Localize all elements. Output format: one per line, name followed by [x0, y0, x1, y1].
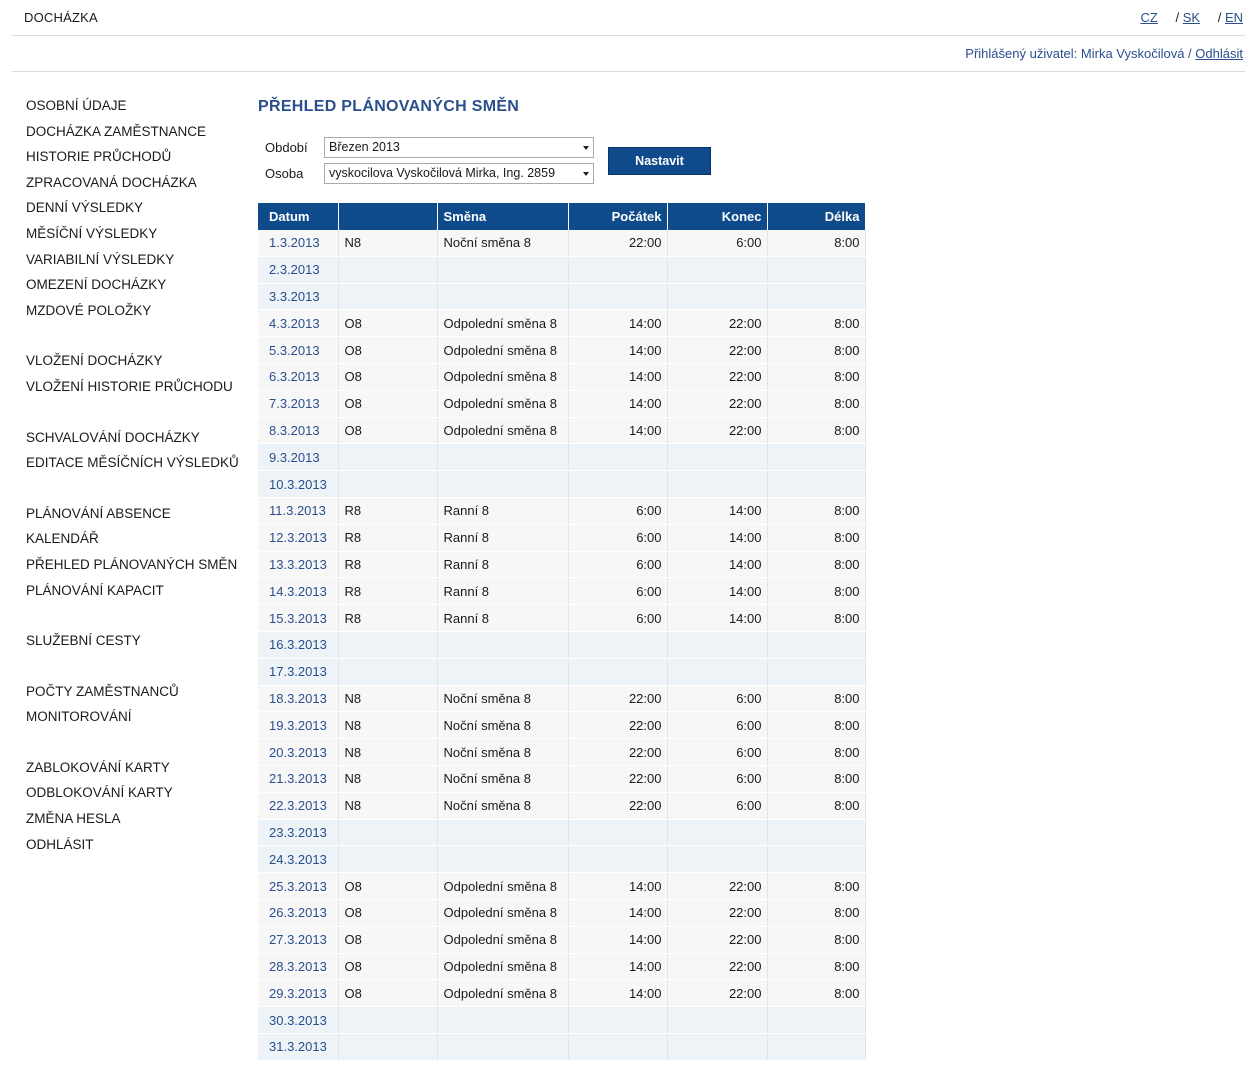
- table-row: [258, 337, 865, 364]
- cell-start: [568, 471, 667, 498]
- cell-shift-name: Noční směna 8: [437, 712, 568, 739]
- table-row: [258, 739, 865, 766]
- table-row: [258, 605, 865, 632]
- sidebar-group: [26, 504, 241, 606]
- lang-en-link[interactable]: EN: [1224, 10, 1243, 25]
- cell-length: 8:00: [767, 310, 865, 337]
- cell-shift-name: Odpolední směna 8: [437, 337, 568, 364]
- cell-code: N8: [338, 230, 437, 256]
- logout-link[interactable]: Odhlásit: [1195, 46, 1243, 61]
- cell-start: 6:00: [568, 578, 667, 605]
- cell-shift-name: Odpolední směna 8: [437, 980, 568, 1007]
- logged-user-info: [965, 46, 1243, 61]
- cell-length: [767, 444, 865, 471]
- cell-date[interactable]: 24.3.2013: [258, 846, 338, 873]
- column-header-length[interactable]: Délka: [767, 203, 865, 230]
- cell-code: [338, 631, 437, 658]
- sidebar-item[interactable]: OMEZENÍ DOCHÁZKY: [26, 277, 167, 293]
- cell-code: O8: [338, 310, 437, 337]
- sidebar-group: [26, 351, 241, 402]
- cell-end: 14:00: [667, 551, 767, 578]
- sidebar-item[interactable]: SCHVALOVÁNÍ DOCHÁZKY: [26, 429, 200, 445]
- table-row: [258, 1007, 865, 1034]
- sidebar-item[interactable]: DOCHÁZKA ZAMĚSTNANCE: [26, 123, 207, 139]
- table-row: [258, 899, 865, 926]
- cell-length: 8:00: [767, 899, 865, 926]
- cell-date[interactable]: 4.3.2013: [258, 310, 338, 337]
- cell-length: 8:00: [767, 739, 865, 766]
- table-row: [258, 1033, 865, 1060]
- cell-date[interactable]: 25.3.2013: [258, 873, 338, 900]
- cell-shift-name: [437, 283, 568, 310]
- cell-start: [568, 1007, 667, 1034]
- cell-end: 6:00: [667, 685, 767, 712]
- table-row: [258, 685, 865, 712]
- cell-length: 8:00: [767, 873, 865, 900]
- period-label: Období: [265, 140, 308, 155]
- person-row: [265, 163, 605, 185]
- sidebar-item[interactable]: MONITOROVÁNÍ: [26, 709, 132, 725]
- cell-end: [667, 819, 767, 846]
- cell-length: [767, 283, 865, 310]
- cell-end: 22:00: [667, 873, 767, 900]
- cell-length: [767, 471, 865, 498]
- cell-code: [338, 256, 437, 283]
- cell-date[interactable]: 3.3.2013: [258, 283, 338, 310]
- table-row: [258, 846, 865, 873]
- cell-shift-name: Odpolední směna 8: [437, 899, 568, 926]
- cell-end: [667, 283, 767, 310]
- cell-end: 22:00: [667, 337, 767, 364]
- cell-code: [338, 846, 437, 873]
- cell-end: 6:00: [667, 712, 767, 739]
- sidebar-item[interactable]: ZMĚNA HESLA: [26, 811, 121, 827]
- cell-date[interactable]: 6.3.2013: [258, 363, 338, 390]
- sidebar-item[interactable]: HISTORIE PRŮCHODŮ: [26, 149, 172, 165]
- table-row: [258, 230, 865, 256]
- cell-date[interactable]: 12.3.2013: [258, 524, 338, 551]
- cell-start: [568, 444, 667, 471]
- cell-code: O8: [338, 337, 437, 364]
- cell-end: 6:00: [667, 765, 767, 792]
- table-header-row: [258, 203, 865, 230]
- cell-date[interactable]: 16.3.2013: [258, 631, 338, 658]
- cell-code: N8: [338, 792, 437, 819]
- cell-date[interactable]: 14.3.2013: [258, 578, 338, 605]
- cell-shift-name: [437, 846, 568, 873]
- cell-code: R8: [338, 551, 437, 578]
- cell-shift-name: [437, 444, 568, 471]
- cell-end: 22:00: [667, 310, 767, 337]
- cell-start: 14:00: [568, 417, 667, 444]
- cell-shift-name: Ranní 8: [437, 524, 568, 551]
- cell-end: 14:00: [667, 497, 767, 524]
- table-row: [258, 390, 865, 417]
- cell-date[interactable]: 11.3.2013: [258, 497, 338, 524]
- cell-end: 6:00: [667, 792, 767, 819]
- cell-start: [568, 846, 667, 873]
- cell-code: R8: [338, 578, 437, 605]
- cell-shift-name: [437, 1033, 568, 1060]
- cell-code: O8: [338, 390, 437, 417]
- cell-shift-name: Ranní 8: [437, 605, 568, 632]
- cell-start: [568, 819, 667, 846]
- cell-date[interactable]: 18.3.2013: [258, 685, 338, 712]
- cell-date[interactable]: 28.3.2013: [258, 953, 338, 980]
- cell-shift-name: [437, 658, 568, 685]
- cell-end: 6:00: [667, 739, 767, 766]
- cell-shift-name: [437, 256, 568, 283]
- cell-shift-name: Odpolední směna 8: [437, 926, 568, 953]
- table-row: [258, 551, 865, 578]
- cell-date[interactable]: 29.3.2013: [258, 980, 338, 1007]
- column-header-end[interactable]: Konec: [667, 203, 767, 230]
- cell-date[interactable]: 17.3.2013: [258, 658, 338, 685]
- cell-length: 8:00: [767, 417, 865, 444]
- sidebar-item[interactable]: MZDOVÉ POLOŽKY: [26, 302, 152, 318]
- sidebar-item[interactable]: ZABLOKOVÁNÍ KARTY: [26, 759, 170, 775]
- cell-date[interactable]: 31.3.2013: [258, 1033, 338, 1060]
- cell-shift-name: Odpolední směna 8: [437, 390, 568, 417]
- cell-shift-name: [437, 819, 568, 846]
- cell-start: 14:00: [568, 926, 667, 953]
- cell-start: 14:00: [568, 899, 667, 926]
- cell-start: 6:00: [568, 605, 667, 632]
- cell-end: [667, 444, 767, 471]
- cell-length: [767, 846, 865, 873]
- cell-shift-name: Odpolední směna 8: [437, 363, 568, 390]
- table-row: [258, 310, 865, 337]
- cell-start: [568, 256, 667, 283]
- sidebar-item[interactable]: PLÁNOVÁNÍ KAPACIT: [26, 582, 164, 598]
- table-row: [258, 283, 865, 310]
- dropdown-arrow-icon: [583, 172, 589, 176]
- cell-code: O8: [338, 417, 437, 444]
- period-row: [265, 137, 605, 159]
- cell-length: 8:00: [767, 551, 865, 578]
- cell-code: O8: [338, 926, 437, 953]
- cell-end: 22:00: [667, 953, 767, 980]
- page-title: PŘEHLED PLÁNOVANÝCH SMĚN: [258, 98, 520, 115]
- cell-end: 14:00: [667, 578, 767, 605]
- cell-end: 6:00: [667, 230, 767, 256]
- cell-shift-name: Odpolední směna 8: [437, 873, 568, 900]
- cell-start: 14:00: [568, 310, 667, 337]
- cell-shift-name: Noční směna 8: [437, 230, 568, 256]
- cell-length: 8:00: [767, 605, 865, 632]
- top-bar: [12, 0, 1245, 36]
- cell-start: 14:00: [568, 337, 667, 364]
- cell-code: R8: [338, 605, 437, 632]
- table-row: [258, 578, 865, 605]
- sidebar-item[interactable]: MĚSÍČNÍ VÝSLEDKY: [26, 225, 158, 241]
- language-switcher: [1141, 10, 1244, 25]
- sidebar-item[interactable]: PŘEHLED PLÁNOVANÝCH SMĚN: [26, 556, 238, 572]
- cell-start: 14:00: [568, 390, 667, 417]
- table-row: [258, 792, 865, 819]
- cell-code: [338, 1033, 437, 1060]
- cell-end: 22:00: [667, 980, 767, 1007]
- column-header-start[interactable]: Počátek: [568, 203, 667, 230]
- cell-date[interactable]: 30.3.2013: [258, 1007, 338, 1034]
- cell-date[interactable]: 8.3.2013: [258, 417, 338, 444]
- sidebar-item[interactable]: POČTY ZAMĚSTNANCŮ: [26, 683, 179, 699]
- person-select-value: vyskocilova Vyskočilová Mirka, Ing. 2859: [329, 166, 556, 180]
- cell-date[interactable]: 5.3.2013: [258, 337, 338, 364]
- sidebar-group: [26, 631, 241, 657]
- cell-end: 14:00: [667, 524, 767, 551]
- cell-start: 22:00: [568, 685, 667, 712]
- cell-length: 8:00: [767, 980, 865, 1007]
- cell-length: 8:00: [767, 497, 865, 524]
- column-header-shift[interactable]: Směna: [437, 203, 568, 230]
- cell-shift-name: Ranní 8: [437, 578, 568, 605]
- column-header-date[interactable]: Datum: [258, 203, 338, 230]
- cell-start: 22:00: [568, 739, 667, 766]
- table-row: [258, 444, 865, 471]
- cell-shift-name: [437, 631, 568, 658]
- cell-start: 22:00: [568, 230, 667, 256]
- cell-code: O8: [338, 899, 437, 926]
- table-row: [258, 873, 865, 900]
- table-row: [258, 765, 865, 792]
- cell-start: 6:00: [568, 524, 667, 551]
- cell-code: O8: [338, 980, 437, 1007]
- cell-length: [767, 1007, 865, 1034]
- lang-separator: /: [1217, 10, 1222, 25]
- cell-shift-name: Noční směna 8: [437, 739, 568, 766]
- cell-length: 8:00: [767, 390, 865, 417]
- cell-end: [667, 256, 767, 283]
- cell-length: 8:00: [767, 685, 865, 712]
- cell-end: [667, 658, 767, 685]
- cell-date[interactable]: 20.3.2013: [258, 739, 338, 766]
- sidebar-item[interactable]: VLOŽENÍ HISTORIE PRŮCHODU: [26, 378, 233, 394]
- cell-date[interactable]: 13.3.2013: [258, 551, 338, 578]
- table-row: [258, 417, 865, 444]
- cell-end: [667, 1033, 767, 1060]
- cell-start: 22:00: [568, 712, 667, 739]
- cell-length: 8:00: [767, 926, 865, 953]
- cell-shift-name: Odpolední směna 8: [437, 310, 568, 337]
- cell-start: [568, 631, 667, 658]
- sidebar-item[interactable]: VARIABILNÍ VÝSLEDKY: [26, 251, 175, 267]
- cell-length: [767, 256, 865, 283]
- cell-length: 8:00: [767, 230, 865, 256]
- cell-date[interactable]: 15.3.2013: [258, 605, 338, 632]
- cell-start: 14:00: [568, 873, 667, 900]
- cell-end: [667, 1007, 767, 1034]
- person-label: Osoba: [265, 166, 304, 181]
- cell-date[interactable]: 23.3.2013: [258, 819, 338, 846]
- cell-start: 14:00: [568, 953, 667, 980]
- cell-shift-name: Noční směna 8: [437, 765, 568, 792]
- cell-length: 8:00: [767, 953, 865, 980]
- cell-date[interactable]: 10.3.2013: [258, 471, 338, 498]
- app-title: DOCHÁZKA: [24, 10, 98, 25]
- cell-start: 6:00: [568, 497, 667, 524]
- cell-shift-name: Ranní 8: [437, 497, 568, 524]
- cell-shift-name: Odpolední směna 8: [437, 417, 568, 444]
- table-row: [258, 658, 865, 685]
- cell-start: 14:00: [568, 980, 667, 1007]
- table-row: [258, 471, 865, 498]
- cell-end: [667, 846, 767, 873]
- table-row: [258, 524, 865, 551]
- sidebar-item[interactable]: OSOBNÍ ÚDAJE: [26, 98, 127, 113]
- cell-length: 8:00: [767, 337, 865, 364]
- cell-date[interactable]: 1.3.2013: [258, 230, 338, 256]
- table-row: [258, 363, 865, 390]
- cell-end: 14:00: [667, 605, 767, 632]
- cell-end: 22:00: [667, 926, 767, 953]
- sidebar-item[interactable]: ODBLOKOVÁNÍ KARTY: [26, 785, 173, 801]
- cell-code: N8: [338, 712, 437, 739]
- sidebar-item[interactable]: VLOŽENÍ DOCHÁZKY: [26, 353, 163, 369]
- cell-code: O8: [338, 363, 437, 390]
- cell-start: [568, 283, 667, 310]
- cell-shift-name: Noční směna 8: [437, 685, 568, 712]
- cell-code: O8: [338, 873, 437, 900]
- table-row: [258, 953, 865, 980]
- cell-start: [568, 1033, 667, 1060]
- cell-code: [338, 444, 437, 471]
- cell-end: [667, 471, 767, 498]
- cell-code: N8: [338, 739, 437, 766]
- cell-length: [767, 658, 865, 685]
- cell-end: [667, 631, 767, 658]
- person-select[interactable]: [324, 163, 594, 184]
- cell-date[interactable]: 22.3.2013: [258, 792, 338, 819]
- cell-date[interactable]: 9.3.2013: [258, 444, 338, 471]
- cell-date[interactable]: 26.3.2013: [258, 899, 338, 926]
- cell-code: [338, 1007, 437, 1034]
- lang-sk-link[interactable]: SK: [1182, 10, 1201, 25]
- cell-code: R8: [338, 497, 437, 524]
- table-row: [258, 712, 865, 739]
- sidebar-item[interactable]: SLUŽEBNÍ CESTY: [26, 633, 141, 649]
- logged-user-label: Přihlášený uživatel: Mirka Vyskočilová /: [965, 46, 1192, 61]
- cell-date[interactable]: 7.3.2013: [258, 390, 338, 417]
- cell-length: 8:00: [767, 792, 865, 819]
- cell-end: 22:00: [667, 417, 767, 444]
- sidebar-item[interactable]: EDITACE MĚSÍČNÍCH VÝSLEDKŮ: [26, 455, 239, 471]
- cell-date[interactable]: 21.3.2013: [258, 765, 338, 792]
- sidebar-item[interactable]: KALENDÁŘ: [26, 531, 99, 547]
- lang-cz-link[interactable]: CZ: [1140, 10, 1158, 25]
- sidebar-item[interactable]: ZPRACOVANÁ DOCHÁZKA: [26, 174, 197, 190]
- cell-shift-name: Ranní 8: [437, 551, 568, 578]
- sidebar-item[interactable]: PLÁNOVÁNÍ ABSENCE: [26, 505, 171, 521]
- cell-code: N8: [338, 765, 437, 792]
- cell-shift-name: [437, 1007, 568, 1034]
- cell-length: 8:00: [767, 578, 865, 605]
- cell-date[interactable]: 19.3.2013: [258, 712, 338, 739]
- cell-code: R8: [338, 524, 437, 551]
- period-select-value: Březen 2013: [329, 140, 400, 154]
- set-button[interactable]: Nastavit: [608, 147, 711, 175]
- cell-start: 14:00: [568, 363, 667, 390]
- sidebar-item[interactable]: DENNÍ VÝSLEDKY: [26, 200, 144, 216]
- sidebar-menu: [26, 96, 241, 885]
- table-row: [258, 819, 865, 846]
- cell-code: N8: [338, 685, 437, 712]
- cell-code: [338, 471, 437, 498]
- table-row: [258, 256, 865, 283]
- cell-end: 22:00: [667, 390, 767, 417]
- lang-separator: /: [1175, 10, 1180, 25]
- cell-code: [338, 283, 437, 310]
- cell-start: 6:00: [568, 551, 667, 578]
- cell-length: 8:00: [767, 712, 865, 739]
- table-row: [258, 497, 865, 524]
- table-row: [258, 980, 865, 1007]
- user-bar: [12, 36, 1245, 72]
- cell-shift-name: Noční směna 8: [437, 792, 568, 819]
- table-row: [258, 926, 865, 953]
- table-row: [258, 631, 865, 658]
- cell-date[interactable]: 27.3.2013: [258, 926, 338, 953]
- cell-length: [767, 819, 865, 846]
- cell-start: [568, 658, 667, 685]
- cell-shift-name: Odpolední směna 8: [437, 953, 568, 980]
- column-header-code: [338, 203, 437, 230]
- period-select[interactable]: [324, 137, 594, 158]
- cell-code: [338, 819, 437, 846]
- cell-length: [767, 631, 865, 658]
- cell-end: 22:00: [667, 363, 767, 390]
- cell-length: 8:00: [767, 765, 865, 792]
- sidebar-group: [26, 758, 241, 860]
- sidebar-group: [26, 96, 241, 326]
- cell-shift-name: [437, 471, 568, 498]
- dropdown-arrow-icon: [583, 146, 589, 150]
- cell-end: 22:00: [667, 899, 767, 926]
- cell-code: [338, 658, 437, 685]
- cell-length: 8:00: [767, 363, 865, 390]
- sidebar-group: [26, 682, 241, 733]
- cell-length: [767, 1033, 865, 1060]
- cell-start: 22:00: [568, 765, 667, 792]
- shifts-table: [258, 203, 866, 1061]
- sidebar-group: [26, 428, 241, 479]
- cell-code: O8: [338, 953, 437, 980]
- cell-start: 22:00: [568, 792, 667, 819]
- cell-length: 8:00: [767, 524, 865, 551]
- sidebar-item[interactable]: ODHLÁSIT: [26, 836, 94, 852]
- cell-date[interactable]: 2.3.2013: [258, 256, 338, 283]
